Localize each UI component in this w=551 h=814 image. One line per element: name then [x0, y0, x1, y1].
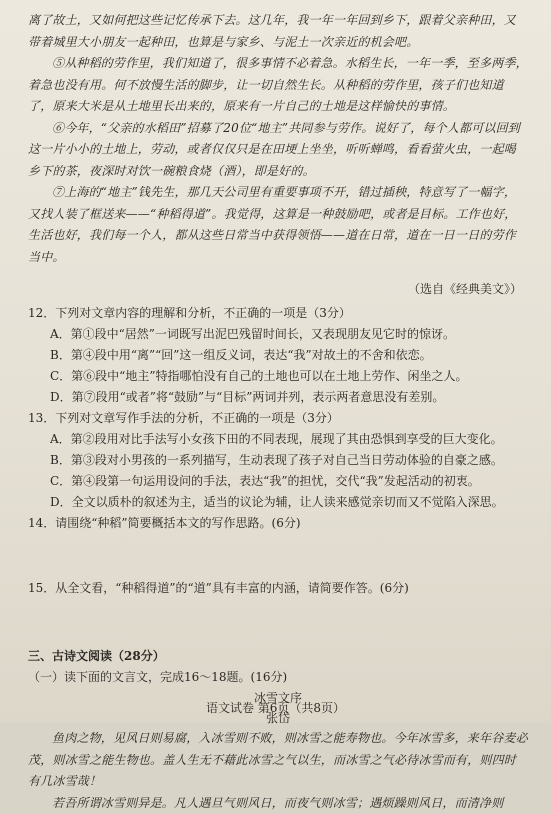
question-12-option-d: D．第⑦段用“或者”将“鼓励”与“目标”两词并列，表示两者意思没有差别。 [50, 387, 528, 408]
answer-space-15 [28, 599, 528, 639]
question-14: 14．请围绕“种稻”简要概括本文的写作思路。(6分) [28, 513, 528, 534]
passage-paragraph-4-tail: 离了故土，又如何把这些记忆传承下去。这几年，我一年一年回到乡下，跟着父亲种田，又带着城里大小朋友一起种田，也算是与家乡、与泥土一次亲近的机会吧。 [28, 10, 528, 53]
question-12-stem: 12．下列对文章内容的理解和分析，不正确的一项是（3分） [28, 303, 528, 324]
essay-paragraph-1: 鱼肉之物，见风日则易腐，入冰雪则不败，则冰雪之能寿物也。今年冰雪多，来年谷麦必茂，则冰雪之能生物也。盖人生无不藉此冰雪之气以生，而冰雪之气必待冰雪而有，则四时有几冰雪哉！ [28, 728, 528, 793]
question-12-option-c: C．第⑥段中“地主”特指哪怕没有自己的土地也可以在土地上劳作、闲坐之人。 [50, 366, 528, 387]
passage-paragraph-5: ⑤从种稻的劳作里，我们知道了，很多事情不必着急。水稻生长，一年一季，至多两季，着急也没有用。何不放慢生活的脚步，让一切自然生长。从种稻的劳作里，孩子们也知道了，原来大米是从土地里长出来的，原来有一片自己的土地是这样愉快的事情。 [28, 53, 528, 118]
essay-title: 冰雪文序 [28, 688, 528, 708]
question-13-stem: 13．下列对文章写作手法的分析，不正确的一项是（3分） [28, 408, 528, 429]
question-13-option-b: B．第③段对小男孩的一系列描写，生动表现了孩子对自己当日劳动体验的自豪之感。 [50, 450, 528, 471]
passage-paragraph-7: ⑦上海的“地主”钱先生，那几天公司里有重要事项不开，错过插秧，特意写了一幅字，又找人装了框送来——“种稻得道”。我觉得，这算是一种鼓励吧，或者是目标。工作也好，生活也好，我们每一个人，都从这些日常当中获得领悟——道在日常，道在一日一日的劳作当中。 [28, 182, 528, 268]
passage-source: （选自《经典美文》） [28, 280, 522, 297]
question-15: 15．从全文看，“种稻得道”的“道”具有丰富的内涵，请简要作答。(6分) [28, 578, 528, 599]
essay-paragraph-2: 若吾所谓冰雪则异是。凡人遇旦气则风日，而夜气则冰雪；遇烦躁则风日，而清净则 [28, 793, 528, 814]
essay-author: 张岱 [28, 708, 528, 728]
answer-space-14 [28, 534, 528, 578]
page-content [28, 10, 528, 814]
question-13-option-a: A．第②段用对比手法写小女孩下田的不同表现，展现了其由恐惧到享受的巨大变化。 [50, 429, 528, 450]
page-footer: 语文试卷 第6页（共8页） [0, 699, 551, 716]
passage-paragraph-6: ⑥今年，“父亲的水稻田”招募了20位“地主”共同参与劳作。说好了，每个人都可以回到这一片小小的土地上，劳动，或者仅仅只是在田埂上坐坐，听听蝉鸣，看看萤火虫，一起喝乡下的茶，夜深时对饮一碗粮食烧（酒），即是好的。 [28, 118, 528, 183]
section-3-subtitle: （一）读下面的文言文，完成16～18题。(16分) [28, 667, 528, 688]
question-13-option-d: D．全文以质朴的叙述为主，适当的议论为辅，让人读来感觉亲切而又不觉陷入深思。 [50, 492, 528, 513]
question-12-option-b: B．第④段中用“离”“回”这一组反义词，表达“我”对故土的不舍和依恋。 [50, 345, 528, 366]
section-3-title: 三、古诗文阅读（28分） [28, 645, 528, 667]
question-13-option-c: C．第④段第一句运用设问的手法，表达“我”的担忧，交代“我”发起活动的初衷。 [50, 471, 528, 492]
question-12-option-a: A．第①段中“居然”一词既写出泥巴残留时间长，又表现朋友见它时的惊讶。 [50, 324, 528, 345]
